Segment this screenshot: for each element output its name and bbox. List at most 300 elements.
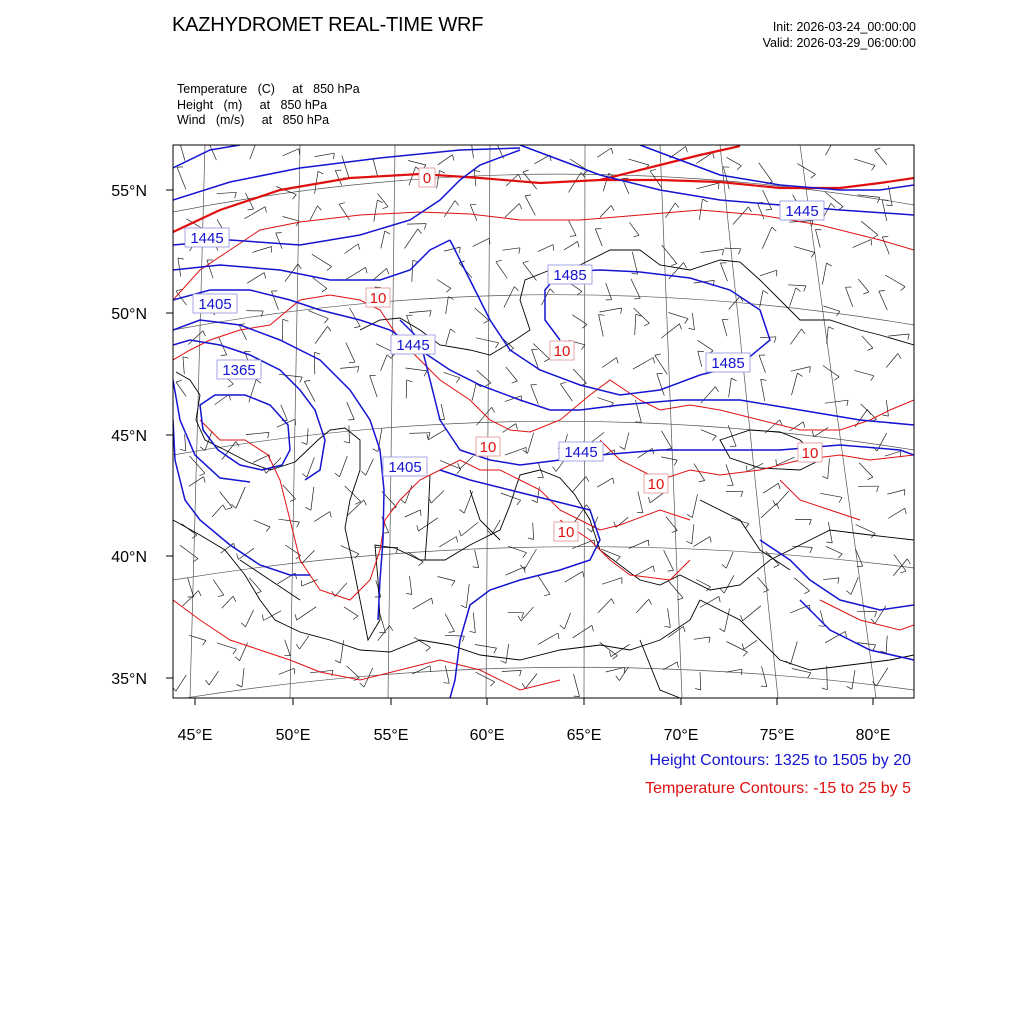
wind-barb-flag (361, 471, 365, 475)
wind-barb (724, 248, 741, 249)
lon-label: 70°E (663, 727, 699, 744)
wind-barb (886, 636, 887, 654)
wind-barb (852, 670, 855, 689)
wind-barb-flag (470, 631, 476, 632)
country-borders (173, 250, 914, 698)
wind-barb (438, 577, 455, 581)
svg-text:10: 10 (553, 343, 571, 360)
wind-barb (759, 163, 773, 182)
wind-barb-flag (324, 319, 328, 324)
lat-label: 40°N (111, 549, 147, 566)
wind-barb-flag (235, 657, 239, 661)
wind-barb-flag (544, 594, 550, 595)
wind-barb (693, 537, 710, 547)
height-contour-legend: Height Contours: 1325 to 1505 by 20 (649, 752, 911, 769)
wind-barb (633, 358, 654, 370)
wind-barb (726, 642, 747, 653)
wind-barb-flag (900, 571, 906, 573)
wind-barb-flag (722, 564, 727, 568)
wind-barb (508, 612, 524, 613)
wind-barb (595, 229, 602, 246)
wind-barb (428, 429, 446, 440)
wind-barb (504, 287, 514, 308)
wind-barb (505, 204, 520, 218)
wind-barb-flag (822, 476, 828, 478)
wind-barb-flag (637, 512, 643, 513)
wind-barb (501, 493, 521, 500)
wind-barb-flag (354, 327, 360, 328)
wind-barb (347, 666, 360, 678)
wind-barb (271, 291, 278, 310)
wind-barb-flag (686, 146, 688, 152)
wind-barb-flag (375, 287, 381, 288)
wind-barb-flag (178, 258, 184, 259)
wind-barb (602, 578, 622, 585)
wind-barb (827, 666, 828, 690)
wind-barb (882, 200, 887, 221)
wind-barb-flag (233, 649, 237, 654)
wind-barb-flag (616, 676, 620, 681)
wind-barb (212, 505, 223, 517)
wind-barb (460, 456, 473, 468)
wind-barb (757, 203, 764, 219)
wind-barb (307, 428, 308, 444)
wind-barb (439, 537, 456, 547)
wind-barb-flag (183, 357, 189, 358)
wind-barb (696, 183, 719, 189)
wind-barb-flag (741, 491, 743, 497)
wind-barb-flag (450, 329, 455, 333)
wind-barb (381, 355, 388, 371)
wind-barb (414, 637, 431, 647)
wind-barb-flag (176, 380, 182, 382)
wind-barb (816, 229, 821, 247)
wind-barb (602, 358, 616, 368)
wind-barb (345, 486, 361, 502)
wind-barb (279, 668, 295, 674)
wind-barb (698, 340, 714, 351)
wind-barb-flag (484, 320, 489, 323)
wind-barb (727, 157, 742, 165)
wind-barb-flag (680, 324, 682, 330)
wind-barb-flag (822, 688, 828, 690)
wind-barb-flag (763, 590, 769, 592)
wind-barb (638, 448, 653, 458)
wind-barb-flag (873, 645, 876, 650)
wind-barb (606, 283, 612, 300)
wind-barb-flag (672, 531, 678, 533)
svg-text:10: 10 (801, 445, 819, 462)
wind-barb-flag (827, 263, 832, 266)
wind-barb-flag (427, 434, 428, 440)
wind-barb (503, 424, 516, 433)
wind-barb (283, 217, 300, 222)
wind-barb (762, 666, 767, 686)
wind-barb-flag (377, 200, 382, 203)
wind-barb (564, 241, 578, 250)
wind-barb-flag (871, 239, 872, 245)
wind-barb-flag (875, 148, 881, 150)
wind-barb-flag (592, 625, 594, 631)
wind-barb-flag (528, 538, 534, 540)
wind-barb (729, 378, 732, 397)
wind-barb (506, 644, 509, 664)
wind-barb-flag (258, 138, 263, 142)
wind-barb (763, 190, 772, 209)
wind-barb-flag (720, 589, 724, 593)
wind-barb-flag (304, 380, 310, 381)
wind-barb-flag (826, 542, 832, 543)
wind-barb-flag (804, 286, 806, 292)
wind-barb (437, 170, 440, 188)
wind-barb-flag (460, 509, 465, 513)
wind-barb (538, 575, 550, 594)
wind-barb (521, 607, 534, 621)
lat-label: 35°N (111, 671, 147, 688)
lon-label: 65°E (566, 727, 602, 744)
wind-barb (664, 550, 674, 570)
wind-barb (381, 231, 385, 249)
wind-barb-flag (407, 380, 413, 382)
wind-barb-flag (207, 139, 213, 140)
svg-text:1485: 1485 (553, 267, 587, 284)
wind-barb-flag (634, 298, 640, 299)
wind-barb (525, 196, 535, 215)
wind-barb-flag (424, 371, 427, 376)
wind-barb (726, 552, 733, 568)
wind-barb (888, 508, 905, 518)
wind-barb (176, 382, 186, 396)
wind-barb-flag (683, 626, 685, 632)
wind-barb (473, 238, 490, 246)
wind-barb-flag (290, 499, 295, 502)
wind-barb (431, 491, 444, 504)
wind-barb-flag (905, 508, 906, 514)
wind-barb-flag (633, 235, 639, 237)
height-label (559, 442, 603, 461)
wind-barb-flag (578, 241, 579, 247)
wind-barb (297, 607, 317, 620)
wind-barb (858, 279, 869, 292)
wind-barb-flag (233, 596, 236, 601)
wind-barb (213, 579, 224, 595)
wind-barb (875, 150, 887, 165)
wind-barb (744, 640, 757, 649)
wind-barb (178, 258, 181, 276)
wind-barb-flag (668, 570, 674, 571)
wind-barb (600, 205, 611, 217)
wind-barb-flag (262, 615, 263, 621)
wind-barb-flag (302, 442, 308, 444)
svg-text:10: 10 (479, 439, 497, 456)
wind-barb-flag (349, 362, 355, 363)
lat-label: 45°N (111, 428, 147, 445)
wind-barb (408, 161, 426, 166)
wind-barb-flag (360, 683, 364, 687)
wind-barb (496, 262, 507, 278)
wind-barb (279, 519, 300, 522)
wind-barb (600, 642, 618, 655)
wind-barb-flag (314, 352, 320, 354)
wind-barb (349, 426, 350, 444)
wind-barb (183, 591, 199, 606)
wind-barb-flag (653, 358, 654, 364)
wind-barb (657, 374, 665, 396)
wind-barb-flag (298, 264, 301, 269)
wind-barb (470, 205, 477, 221)
wind-barb (373, 159, 377, 176)
wind-barb (887, 490, 905, 495)
wind-barb (666, 517, 678, 531)
wind-barb (236, 487, 245, 509)
wind-barb-flag (264, 273, 265, 279)
wind-barb (792, 373, 798, 395)
wind-barb-flag (749, 207, 752, 212)
wind-barb-flag (516, 424, 518, 430)
wind-barb-flag (322, 289, 327, 292)
height-label (193, 294, 237, 313)
wind-barb-flag (550, 289, 554, 293)
wind-barb (856, 525, 876, 534)
wind-barb (885, 275, 905, 287)
latitude-labels (111, 183, 173, 688)
wind-barb-flag (204, 477, 206, 483)
wind-barb-flag (587, 528, 592, 532)
wind-barb (606, 667, 625, 672)
wind-barb (215, 395, 229, 405)
wind-barb (406, 380, 407, 399)
wind-barb-flag (519, 248, 520, 254)
wind-barb-flag (430, 311, 431, 317)
wind-barb (340, 456, 348, 477)
wind-barb (851, 577, 858, 594)
wind-barb-flag (237, 685, 242, 688)
wind-barb-flag (677, 662, 678, 668)
wind-barb-flag (810, 547, 812, 553)
wind-barb-flag (318, 171, 323, 174)
wind-barb (743, 606, 761, 621)
wind-barb (632, 252, 637, 274)
wind-barb-flag (612, 599, 615, 604)
wind-barb-flag (620, 446, 625, 449)
wind-barb (827, 327, 829, 344)
wind-barb (315, 327, 327, 344)
wind-barb-flag (292, 195, 296, 200)
wind-barb (347, 402, 354, 419)
wind-barb-flag (457, 469, 461, 474)
wind-barb-flag (512, 381, 518, 383)
wind-barb-flag (333, 153, 334, 159)
wind-barb (600, 308, 622, 312)
wind-barb-flag (299, 149, 300, 155)
wind-barb-flag (421, 510, 422, 516)
wind-barb-flag (295, 573, 296, 579)
wind-barb-flag (440, 170, 445, 173)
wind-barb (823, 578, 839, 580)
wind-barb (701, 249, 724, 252)
wind-barb-flag (452, 581, 455, 586)
wind-barb-flag (802, 329, 805, 334)
wind-barb-flag (520, 670, 522, 676)
wind-barb-flag (417, 525, 419, 531)
wind-barb-flag (330, 512, 331, 518)
wind-barb (370, 376, 378, 398)
temperature-label (366, 288, 390, 307)
wind-barb-flag (766, 209, 772, 210)
wind-barb-flag (776, 459, 777, 465)
wind-barb-flag (514, 287, 518, 291)
wind-barb-flag (348, 420, 354, 421)
wind-barb-flag (716, 387, 719, 392)
wind-barb (475, 645, 497, 649)
wind-barb (791, 367, 810, 372)
wind-barb (825, 400, 848, 403)
wind-barb-flag (523, 450, 528, 454)
init-time: Init: 2026-03-24_00:00:00 (772, 20, 916, 34)
wind-barb (574, 674, 580, 697)
wind-barb (505, 567, 524, 575)
wind-barb (794, 246, 815, 252)
wind-barb-flag (835, 139, 839, 144)
wind-barb-flag (873, 235, 878, 238)
wind-barb-flag (847, 400, 848, 406)
wind-barb-flag (811, 253, 814, 258)
wind-barb (564, 613, 570, 629)
wind-barb-flag (237, 554, 239, 560)
wind-barb (246, 432, 269, 434)
wind-barb (882, 237, 889, 255)
longitude-labels (178, 698, 891, 744)
wind-barb (446, 329, 451, 345)
height-label (383, 457, 427, 476)
wind-barb-flag (655, 354, 661, 356)
wind-barb (534, 155, 550, 164)
wind-barb-flag (327, 267, 332, 271)
wind-barb (505, 447, 526, 455)
temperature-contour-legend: Temperature Contours: -15 to 25 by 5 (645, 780, 911, 797)
height-label (706, 353, 750, 372)
wind-barb (342, 156, 349, 179)
wind-barb (665, 203, 675, 218)
wind-barb (879, 291, 888, 310)
wind-barb (885, 451, 901, 456)
wind-barb-flag (283, 319, 289, 321)
wind-barb (876, 668, 888, 686)
wind-barb-flag (525, 195, 531, 196)
wind-barb (409, 167, 416, 186)
wind-barb (668, 313, 688, 319)
wind-barb (471, 136, 474, 158)
wind-barb-flag (838, 554, 842, 558)
wind-barb-flag (904, 490, 905, 496)
wind-barb-flag (710, 537, 711, 543)
wind-barb-flag (613, 656, 618, 659)
temperature-label (798, 443, 822, 462)
wind-barb-flag (553, 467, 556, 472)
wind-barb (438, 155, 453, 165)
wind-barb (538, 245, 553, 252)
wind-barb (597, 398, 613, 403)
wind-barb (412, 666, 430, 674)
wind-barb-flag (456, 537, 457, 543)
wind-barb-flag (424, 224, 426, 230)
wind-barb (759, 355, 765, 372)
wind-barb-flag (430, 666, 431, 672)
wind-barb (572, 477, 586, 493)
wind-barb (726, 464, 733, 485)
wind-barb (502, 670, 521, 671)
wind-barb (314, 512, 330, 522)
wind-barb (311, 487, 314, 510)
wind-barb-flag (522, 683, 525, 688)
wind-barb (538, 633, 558, 644)
wind-barb (533, 523, 534, 540)
wind-barb (405, 229, 418, 249)
wind-barb (886, 400, 888, 416)
wind-barb-flag (426, 647, 431, 651)
wind-barb-flag (908, 334, 909, 340)
wind-barb (494, 137, 503, 158)
wind-barb-flag (306, 508, 311, 511)
wind-barb (217, 192, 237, 193)
wind-barb (662, 431, 672, 449)
wind-barb-flag (712, 436, 716, 441)
wind-barb-flag (494, 137, 500, 138)
wind-barb (412, 260, 413, 282)
lat-label: 50°N (111, 306, 147, 323)
wind-barb-flag (295, 419, 296, 425)
wind-barb (634, 566, 653, 576)
wind-barb (790, 288, 796, 307)
wind-barb (185, 434, 186, 451)
wind-barb-flag (741, 669, 742, 675)
wind-barb (825, 192, 843, 207)
wind-barb-flag (268, 432, 269, 438)
svg-text:10: 10 (557, 524, 575, 541)
wind-barb-flag (558, 633, 559, 639)
wind-barb (407, 224, 426, 225)
wind-barb-flag (256, 591, 262, 593)
wind-barb-flag (452, 155, 454, 161)
wind-barb-flag (774, 565, 779, 568)
wind-barb-flag (560, 625, 565, 629)
wind-barb (209, 671, 218, 685)
wind-barb (862, 336, 873, 348)
wind-barb (476, 338, 499, 343)
field-wind: Wind (m/s) at 850 hPa (177, 113, 330, 127)
wind-barb-flag (763, 291, 768, 294)
wind-barb (828, 522, 832, 543)
wind-barb-flag (295, 614, 297, 620)
wind-barb (475, 550, 479, 568)
wind-barb (506, 367, 518, 381)
lon-label: 75°E (759, 727, 795, 744)
wind-barb-flag (611, 205, 614, 210)
wind-barb-flag (698, 351, 704, 352)
wind-barb-flag (818, 626, 824, 627)
wind-barb-flag (385, 231, 390, 234)
svg-text:1405: 1405 (198, 296, 232, 313)
wind-barb (661, 324, 679, 338)
temperature-label (644, 474, 668, 493)
wind-barb (502, 248, 520, 250)
wind-barb (823, 306, 840, 311)
wind-barb (340, 367, 359, 369)
lon-label: 55°E (373, 727, 409, 744)
wind-barb-flag (383, 207, 389, 209)
wind-barb-flag (804, 591, 809, 594)
wind-barb-flag (838, 578, 839, 584)
